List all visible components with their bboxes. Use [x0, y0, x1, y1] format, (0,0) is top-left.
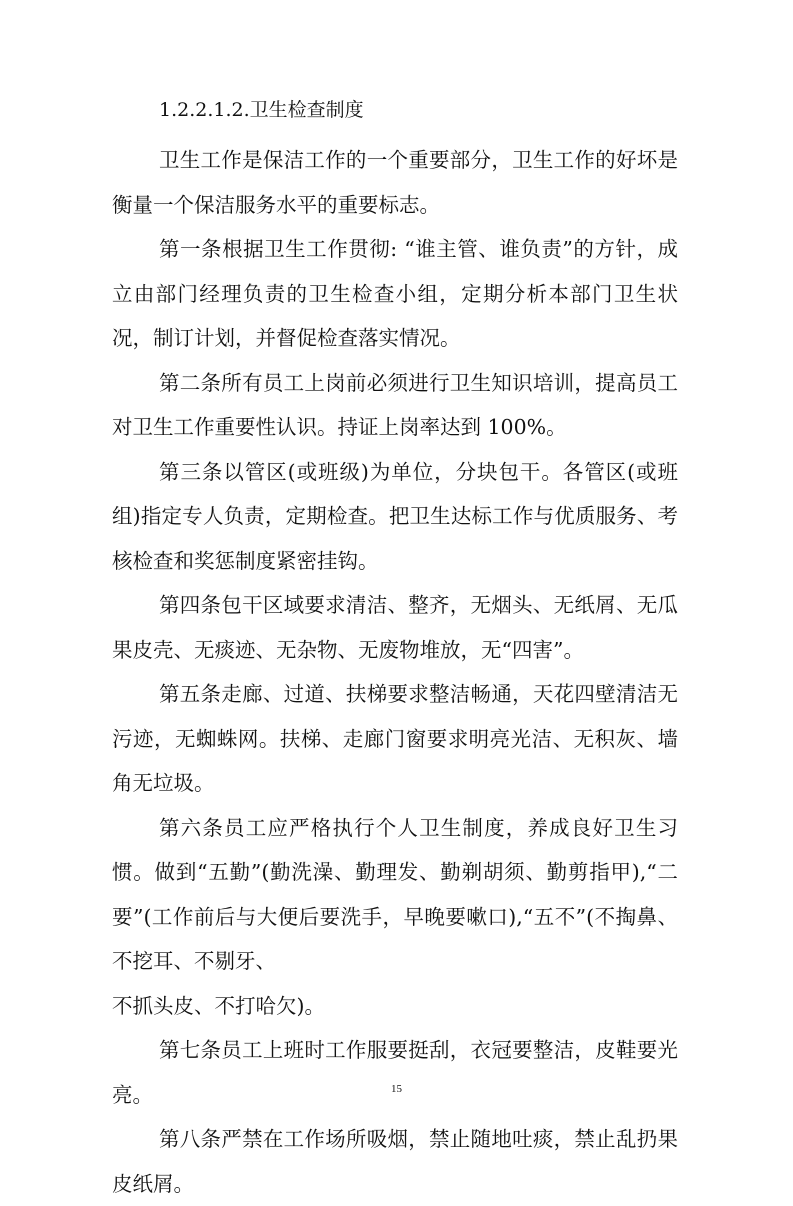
paragraph-article-7: 第七条员工上班时工作服要挺刮，衣冠要整洁，皮鞋要光亮。: [112, 1038, 678, 1107]
paragraph-article-1: 第一条根据卫生工作贯彻: “谁主管、谁负责”的方针，成立由部门经理负责的卫生检查小组，定期分析本部门卫生状况，制订计划，并督促检查落实情况。: [112, 237, 678, 350]
paragraph-article-6: 第六条员工应严格执行个人卫生制度，养成良好卫生习惯。做到“五勤”(勤洗澡、勤理发、勤剃胡须、勤剪指甲),“二要”(工作前后与大便后要洗手，早晚要嗽口),“五不”(不掏鼻、不挖耳、不剔牙、 不抓头皮、不打哈欠)。: [112, 815, 678, 1018]
paragraph-article-4: 第四条包干区域要求清洁、整齐，无烟头、无纸屑、无瓜果皮壳、无痰迹、无杂物、无废物堆放，无“四害”。: [112, 593, 678, 662]
paragraph-article-5: 第五条走廊、过道、扶梯要求整洁畅通，天花四壁清洁无污迹，无蜘蛛网。扶梯、走廊门窗要求明亮光洁、无积灰、墙角无垃圾。: [112, 682, 678, 795]
paragraph-article-2: 第二条所有员工上岗前必须进行卫生知识培训，提高员工对卫生工作重要性认识。持证上岗率达到 100%。: [112, 370, 678, 439]
paragraph-article-8: 第八条严禁在工作场所吸烟，禁止随地吐痰，禁止乱扔果皮纸屑。: [112, 1127, 678, 1196]
paragraph-intro: 卫生工作是保洁工作的一个重要部分，卫生工作的好坏是衡量一个保洁服务水平的重要标志。: [112, 148, 678, 217]
section-heading: 1.2.2.1.2.卫生检查制度: [159, 99, 364, 121]
page-number: 15: [391, 1083, 402, 1095]
body-text: [112, 138, 678, 1206]
paragraph-article-3: 第三条以管区(或班级)为单位，分块包干。各管区(或班组)指定专人负责，定期检查。把卫生达标工作与优质服务、考核检查和奖惩制度紧密挂钩。: [112, 459, 678, 573]
